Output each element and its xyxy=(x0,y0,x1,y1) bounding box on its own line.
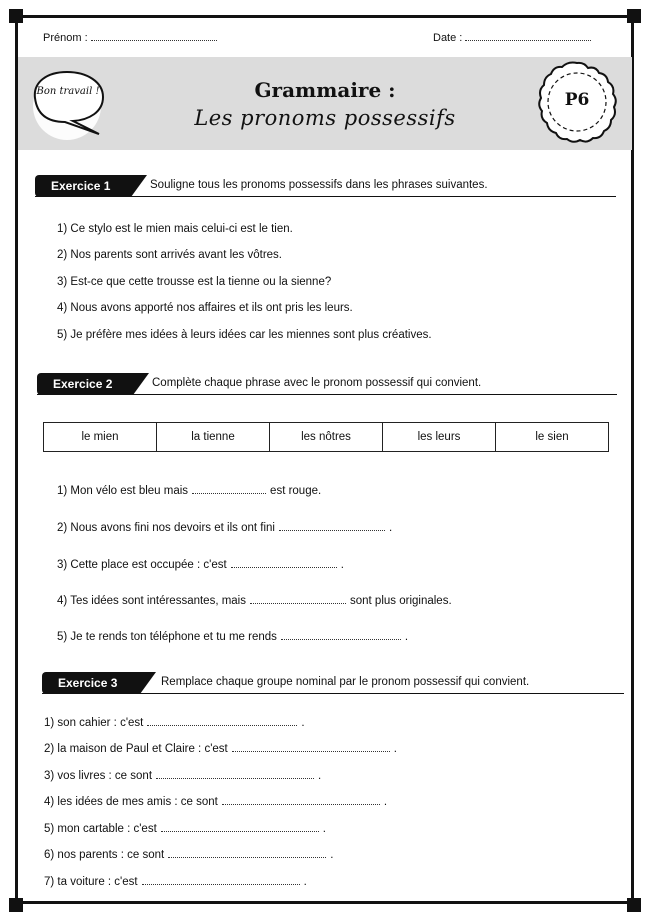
answer-blank[interactable] xyxy=(279,521,385,531)
sentence-text: . xyxy=(388,522,393,534)
item-text: 5) mon cartable : c'est xyxy=(44,823,157,835)
date-label: Date : xyxy=(433,32,463,44)
word-bank-cell: le sien xyxy=(496,423,609,452)
exercise3-item xyxy=(44,875,307,888)
sentence-text: . xyxy=(340,559,344,571)
exercise2-instruction: Complète chaque phrase avec le pronom possessif qui convient. xyxy=(152,377,482,389)
corner-decoration xyxy=(627,9,641,23)
exercise3-header xyxy=(42,672,624,694)
item-text: 7) ta voiture : c'est xyxy=(44,876,138,888)
answer-blank[interactable] xyxy=(232,742,390,752)
exercise1-sentence: 1) Ce stylo est le mien mais celui-ci est le tien. xyxy=(57,223,293,235)
answer-blank[interactable] xyxy=(281,630,401,640)
exercise3-label: Exercice 3 xyxy=(42,672,140,694)
sentence-text: . xyxy=(404,631,409,643)
prenom-field[interactable] xyxy=(43,31,217,44)
word-bank-table xyxy=(43,422,609,452)
answer-blank[interactable] xyxy=(142,875,300,885)
item-text: 6) nos parents : ce sont xyxy=(44,849,165,861)
item-text: 4) les idées de mes amis : ce sont xyxy=(44,796,218,808)
corner-decoration xyxy=(627,898,641,912)
word-bank-cell: les nôtres xyxy=(270,423,383,452)
answer-blank[interactable] xyxy=(192,484,266,494)
exercise3-item xyxy=(44,742,397,755)
exercise1-sentence: 2) Nos parents sont arrivés avant les vôtres. xyxy=(57,249,282,261)
item-text: 1) son cahier : c'est xyxy=(44,717,144,729)
exercise1-label: Exercice 1 xyxy=(35,175,131,197)
exercise3-item xyxy=(44,795,387,808)
badge-label: P6 xyxy=(564,90,590,110)
exercise3-item xyxy=(44,848,333,861)
bubble-text: Bon travail ! xyxy=(36,86,100,97)
page-title: Grammaire : xyxy=(254,78,396,102)
answer-blank[interactable] xyxy=(231,558,337,568)
answer-blank[interactable] xyxy=(147,716,297,726)
speech-bubble-icon xyxy=(25,64,115,142)
exercise2-sentence xyxy=(57,594,452,607)
item-text: . xyxy=(301,717,305,729)
exercise2-label: Exercice 2 xyxy=(37,373,133,395)
corner-decoration xyxy=(9,898,23,912)
exercise1-instruction: Souligne tous les pronoms possessifs dans les phrases suivantes. xyxy=(150,179,488,191)
exercise1-header xyxy=(35,175,616,197)
divider xyxy=(42,693,624,694)
sentence-text: sont plus originales. xyxy=(350,595,452,607)
sentence-text: 2) Nous avons fini nos devoirs et ils ont fini xyxy=(57,522,275,534)
exercise3-instruction: Remplace chaque groupe nominal par le pronom possessif qui convient. xyxy=(161,676,530,688)
word-bank-cell: le mien xyxy=(44,423,157,452)
sentence-text: 3) Cette place est occupée : c'est xyxy=(57,559,227,571)
prenom-label: Prénom : xyxy=(43,32,88,44)
exercise1-sentence: 4) Nous avons apporté nos affaires et ils ont pris les leurs. xyxy=(57,302,353,314)
date-field[interactable] xyxy=(433,31,591,44)
exercise3-item xyxy=(44,822,326,835)
answer-blank[interactable] xyxy=(250,594,346,604)
exercise2-sentence xyxy=(57,558,344,571)
exercise1-sentence: 3) Est-ce que cette trousse est la tienne ou la sienne? xyxy=(57,276,332,288)
word-bank-cell: les leurs xyxy=(383,423,496,452)
item-text: . xyxy=(318,770,322,782)
item-text: 3) vos livres : ce sont xyxy=(44,770,153,782)
divider xyxy=(37,394,617,395)
sentence-text: 5) Je te rends ton téléphone et tu me rends xyxy=(57,631,277,643)
item-text: . xyxy=(383,796,388,808)
exercise2-header xyxy=(37,373,617,395)
exercise2-sentence xyxy=(57,484,321,497)
corner-decoration xyxy=(9,9,23,23)
divider xyxy=(35,196,616,197)
answer-blank[interactable] xyxy=(222,795,380,805)
exercise2-sentence xyxy=(57,630,408,643)
item-text: 2) la maison de Paul et Claire : c'est xyxy=(44,743,228,755)
page-subtitle: Les pronoms possessifs xyxy=(194,106,456,130)
exercise1-sentence: 5) Je préfère mes idées à leurs idées car les miennes sont plus créatives. xyxy=(57,329,432,341)
exercise2-sentence xyxy=(57,521,392,534)
sentence-text: est rouge. xyxy=(270,485,322,497)
item-text: . xyxy=(303,876,307,888)
sentence-text: 4) Tes idées sont intéressantes, mais xyxy=(57,595,246,607)
sentence-text: 1) Mon vélo est bleu mais xyxy=(57,485,189,497)
item-text: . xyxy=(322,823,326,835)
date-blank[interactable] xyxy=(465,31,591,41)
prenom-blank[interactable] xyxy=(91,31,217,41)
exercise3-item xyxy=(44,769,321,782)
answer-blank[interactable] xyxy=(156,769,314,779)
exercise3-item xyxy=(44,716,305,729)
answer-blank[interactable] xyxy=(161,822,319,832)
word-bank-cell: la tienne xyxy=(157,423,270,452)
answer-blank[interactable] xyxy=(168,848,326,858)
item-text: . xyxy=(393,743,397,755)
item-text: . xyxy=(330,849,334,861)
